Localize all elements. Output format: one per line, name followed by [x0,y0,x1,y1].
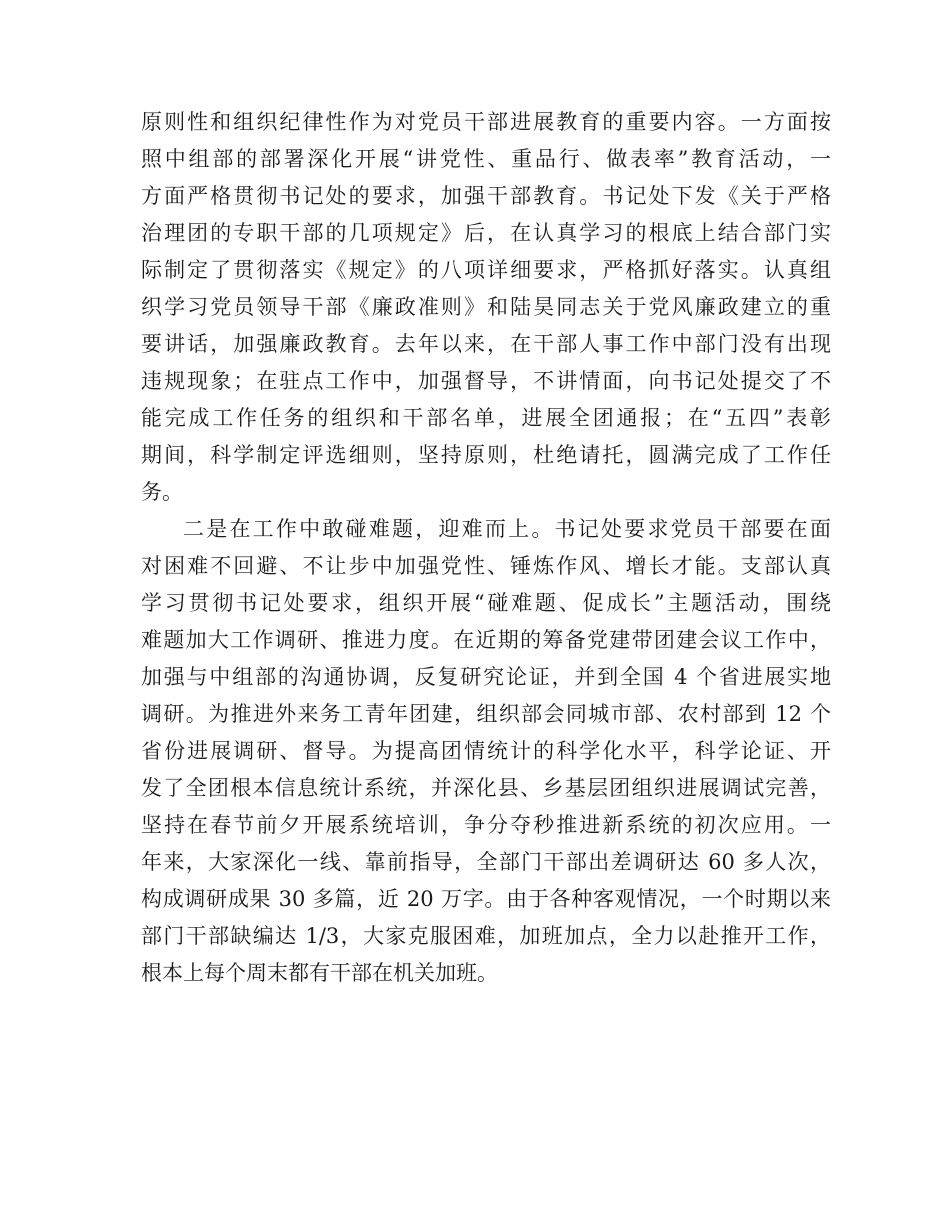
paragraph-1 [141,104,831,511]
text-line: 加强与中组部的沟通协调，反复研究论证，并到全国 4 个省进展实地 [141,665,831,689]
text-line: 学习贯彻书记处要求，组织开展“碰难题、促成长”主题活动，围绕 [141,591,831,615]
text-line: 期间，科学制定评选细则，坚持原则，杜绝请托，圆满完成了工作任 [141,443,831,467]
text-line: 照中组部的部署深化开展“讲党性、重品行、做表率”教育活动，一 [141,147,831,171]
text-line: 年来，大家深化一线、靠前指导，全部门干部出差调研达 60 多人次， [141,850,831,874]
text-line: 坚持在春节前夕开展系统培训，争分夺秒推进新系统的初次应用。一 [141,813,831,837]
text-line: 难题加大工作调研、推进力度。在近期的筹备党建带团建会议工作中， [141,628,831,652]
text-line: 对困难不回避、不让步中加强党性、锤炼作风、增长才能。支部认真 [141,554,831,578]
text-line: 要讲话，加强廉政教育。去年以来，在干部人事工作中部门没有出现 [141,332,831,356]
body-text [141,104,831,992]
text-line: 际制定了贯彻落实《规定》的八项详细要求，严格抓好落实。认真组 [141,258,831,282]
text-line: 根本上每个周末都有干部在机关加班。 [141,961,498,985]
text-line: 织学习党员领导干部《廉政准则》和陆昊同志关于党风廉政建立的重 [141,295,831,319]
text-line: 部门干部缺编达 1/3，大家克服困难，加班加点，全力以赴推开工作， [141,924,831,948]
text-line: 调研。为推进外来务工青年团建，组织部会同城市部、农村部到 12 个 [141,702,831,726]
text-line: 务。 [141,480,183,504]
text-line: 省份进展调研、督导。为提高团情统计的科学化水平，科学论证、开 [141,739,831,763]
text-line: 构成调研成果 30 多篇，近 20 万字。由于各种客观情况，一个时期以来 [141,887,831,911]
text-line: 能完成工作任务的组织和干部名单，进展全团通报；在“五四”表彰 [141,406,831,430]
text-line: 方面严格贯彻书记处的要求，加强干部教育。书记处下发《关于严格 [141,184,831,208]
text-line: 治理团的专职干部的几项规定》后，在认真学习的根底上结合部门实 [141,221,831,245]
text-line: 原则性和组织纪律性作为对党员干部进展教育的重要内容。一方面按 [141,110,831,134]
paragraph-2 [141,511,831,992]
text-line: 发了全团根本信息统计系统，并深化县、乡基层团组织进展调试完善， [141,776,831,800]
text-line: 违规现象；在驻点工作中，加强督导，不讲情面，向书记处提交了不 [141,369,831,393]
text-line: 二是在工作中敢碰难题，迎难而上。书记处要求党员干部要在面 [183,517,831,541]
